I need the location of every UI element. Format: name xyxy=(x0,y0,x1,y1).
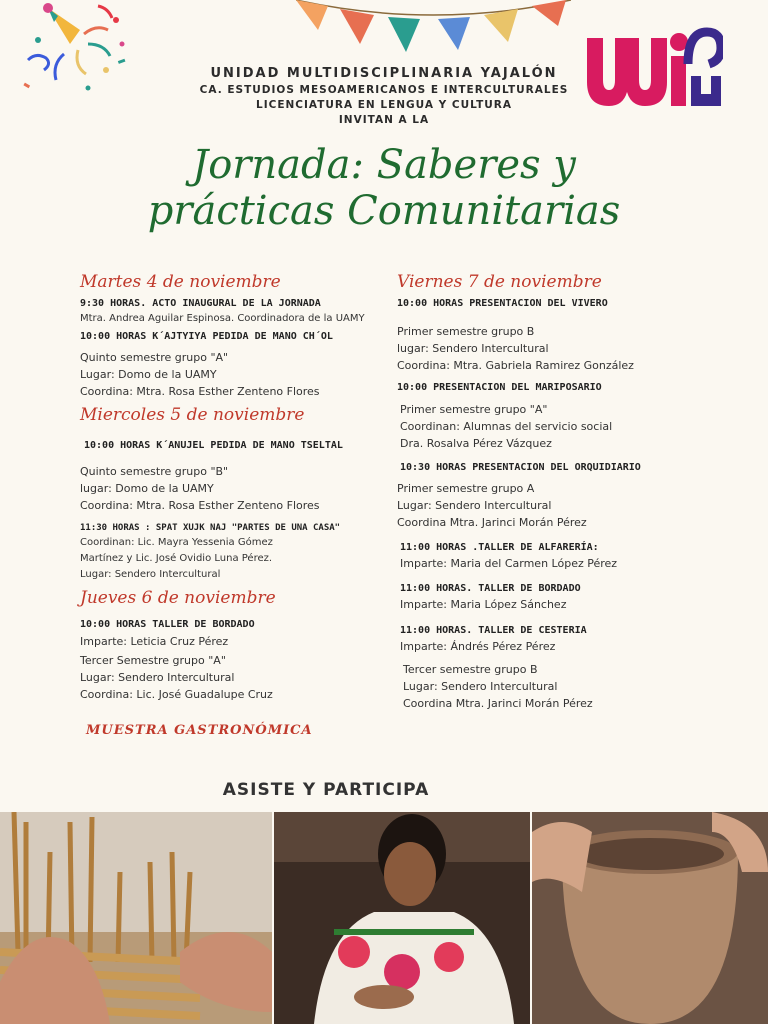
event-title: 10:00 HORAS PRESENTACION DEL VIVERO xyxy=(397,298,608,309)
event-title: 10:00 HORAS K´AJTYIYA PEDIDA DE MANO CH´OL xyxy=(80,331,333,342)
event-detail: lugar: Sendero Intercultural xyxy=(397,342,549,355)
event-detail: Coordina: Mtra. Gabriela Ramirez González xyxy=(397,359,634,372)
event-detail: Tercer semestre grupo B xyxy=(403,663,538,676)
event-detail: Coordina: Mtra. Rosa Esther Zenteno Flores xyxy=(80,499,320,512)
event-detail: Coordinan: Alumnas del servicio social xyxy=(400,420,613,433)
event-detail: Imparte: Leticia Cruz Pérez xyxy=(80,635,229,648)
day-heading-martes: Martes 4 de noviembre xyxy=(80,272,281,292)
event-title: 11:00 HORAS. TALLER DE CESTERIA xyxy=(400,625,587,636)
event-detail: Quinto semestre grupo "B" xyxy=(80,465,229,478)
event-detail: Martínez y Lic. José Ovidio Luna Pérez. xyxy=(80,553,273,564)
event-detail: Lugar: Sendero Intercultural xyxy=(403,680,558,693)
day-heading-viernes: Viernes 7 de noviembre xyxy=(397,272,602,292)
event-title-line1: Jornada: Saberes y xyxy=(192,142,576,188)
header-academic-body: CA. ESTUDIOS MESOAMERICANOS E INTERCULTURALES xyxy=(199,84,569,96)
header-degree: LICENCIATURA EN LENGUA Y CULTURA xyxy=(256,99,512,111)
event-detail: lugar: Domo de la UAMY xyxy=(80,482,214,495)
cta-asiste-participa: ASISTE Y PARTICIPA xyxy=(222,780,430,800)
event-title: 10:00 PRESENTACION DEL MARIPOSARIO xyxy=(397,382,602,393)
event-title: 10:00 HORAS K´ANUJEL PEDIDA DE MANO TSELTAL xyxy=(84,440,343,451)
event-title: 10:00 HORAS TALLER DE BORDADO xyxy=(80,619,255,630)
event-detail: Imparte: Maria López Sánchez xyxy=(400,598,567,611)
event-detail: Tercer Semestre grupo "A" xyxy=(80,654,226,667)
event-detail: Mtra. Andrea Aguilar Espinosa. Coordinadora de la UAMY xyxy=(80,313,365,324)
event-detail: Coordina Mtra. Jarinci Morán Pérez xyxy=(403,697,593,710)
event-detail: Lugar: Sendero Intercultural xyxy=(80,671,235,684)
header-invite: INVITAN A LA xyxy=(338,114,430,126)
muestra-gastronomica: MUESTRA GASTRONÓMICA xyxy=(86,723,313,738)
event-detail: Lugar: Domo de la UAMY xyxy=(80,368,217,381)
event-detail: Coordina Mtra. Jarinci Morán Pérez xyxy=(397,516,587,529)
event-detail: Lugar: Sendero Intercultural xyxy=(80,569,221,580)
day-heading-jueves: Jueves 6 de noviembre xyxy=(80,588,276,608)
day-heading-miercoles: Miercoles 5 de noviembre xyxy=(80,405,305,425)
event-title: 10:30 HORAS PRESENTACION DEL ORQUIDIARIO xyxy=(400,462,641,473)
event-detail: Dra. Rosalva Pérez Vázquez xyxy=(400,437,552,450)
event-detail: Coordina: Mtra. Rosa Esther Zenteno Flores xyxy=(80,385,320,398)
event-detail: Primer semestre grupo "A" xyxy=(400,403,548,416)
event-detail: Imparte: Ándrés Pérez Pérez xyxy=(400,640,556,653)
event-title-line2: prácticas Comunitarias xyxy=(147,188,621,234)
event-detail: Quinto semestre grupo "A" xyxy=(80,351,229,364)
embroidery-woman-photo xyxy=(274,812,530,1024)
header-institution: UNIDAD MULTIDISCIPLINARIA YAJALÓN xyxy=(210,66,558,81)
basket-weaving-photo xyxy=(0,812,272,1024)
event-detail: Primer semestre grupo B xyxy=(397,325,535,338)
event-detail: Lugar: Sendero Intercultural xyxy=(397,499,552,512)
bunting-flags-icon xyxy=(296,0,571,60)
event-title: 11:00 HORAS. TALLER DE BORDADO xyxy=(400,583,581,594)
event-detail: Coordina: Lic. José Guadalupe Cruz xyxy=(80,688,273,701)
event-title: 11:00 HORAS .TALLER DE ALFARERÍA: xyxy=(400,542,599,553)
event-title: 9:30 HORAS. ACTO INAUGURAL DE LA JORNADA xyxy=(80,298,321,309)
pottery-photo xyxy=(532,812,768,1024)
event-detail: Primer semestre grupo A xyxy=(397,482,535,495)
event-detail: Imparte: Maria del Carmen López Pérez xyxy=(400,557,618,570)
event-title: 11:30 HORAS : SPAT XUJK NAJ "PARTES DE UNA CASA" xyxy=(80,523,341,533)
event-detail: Coordinan: Lic. Mayra Yessenia Gómez xyxy=(80,537,273,548)
